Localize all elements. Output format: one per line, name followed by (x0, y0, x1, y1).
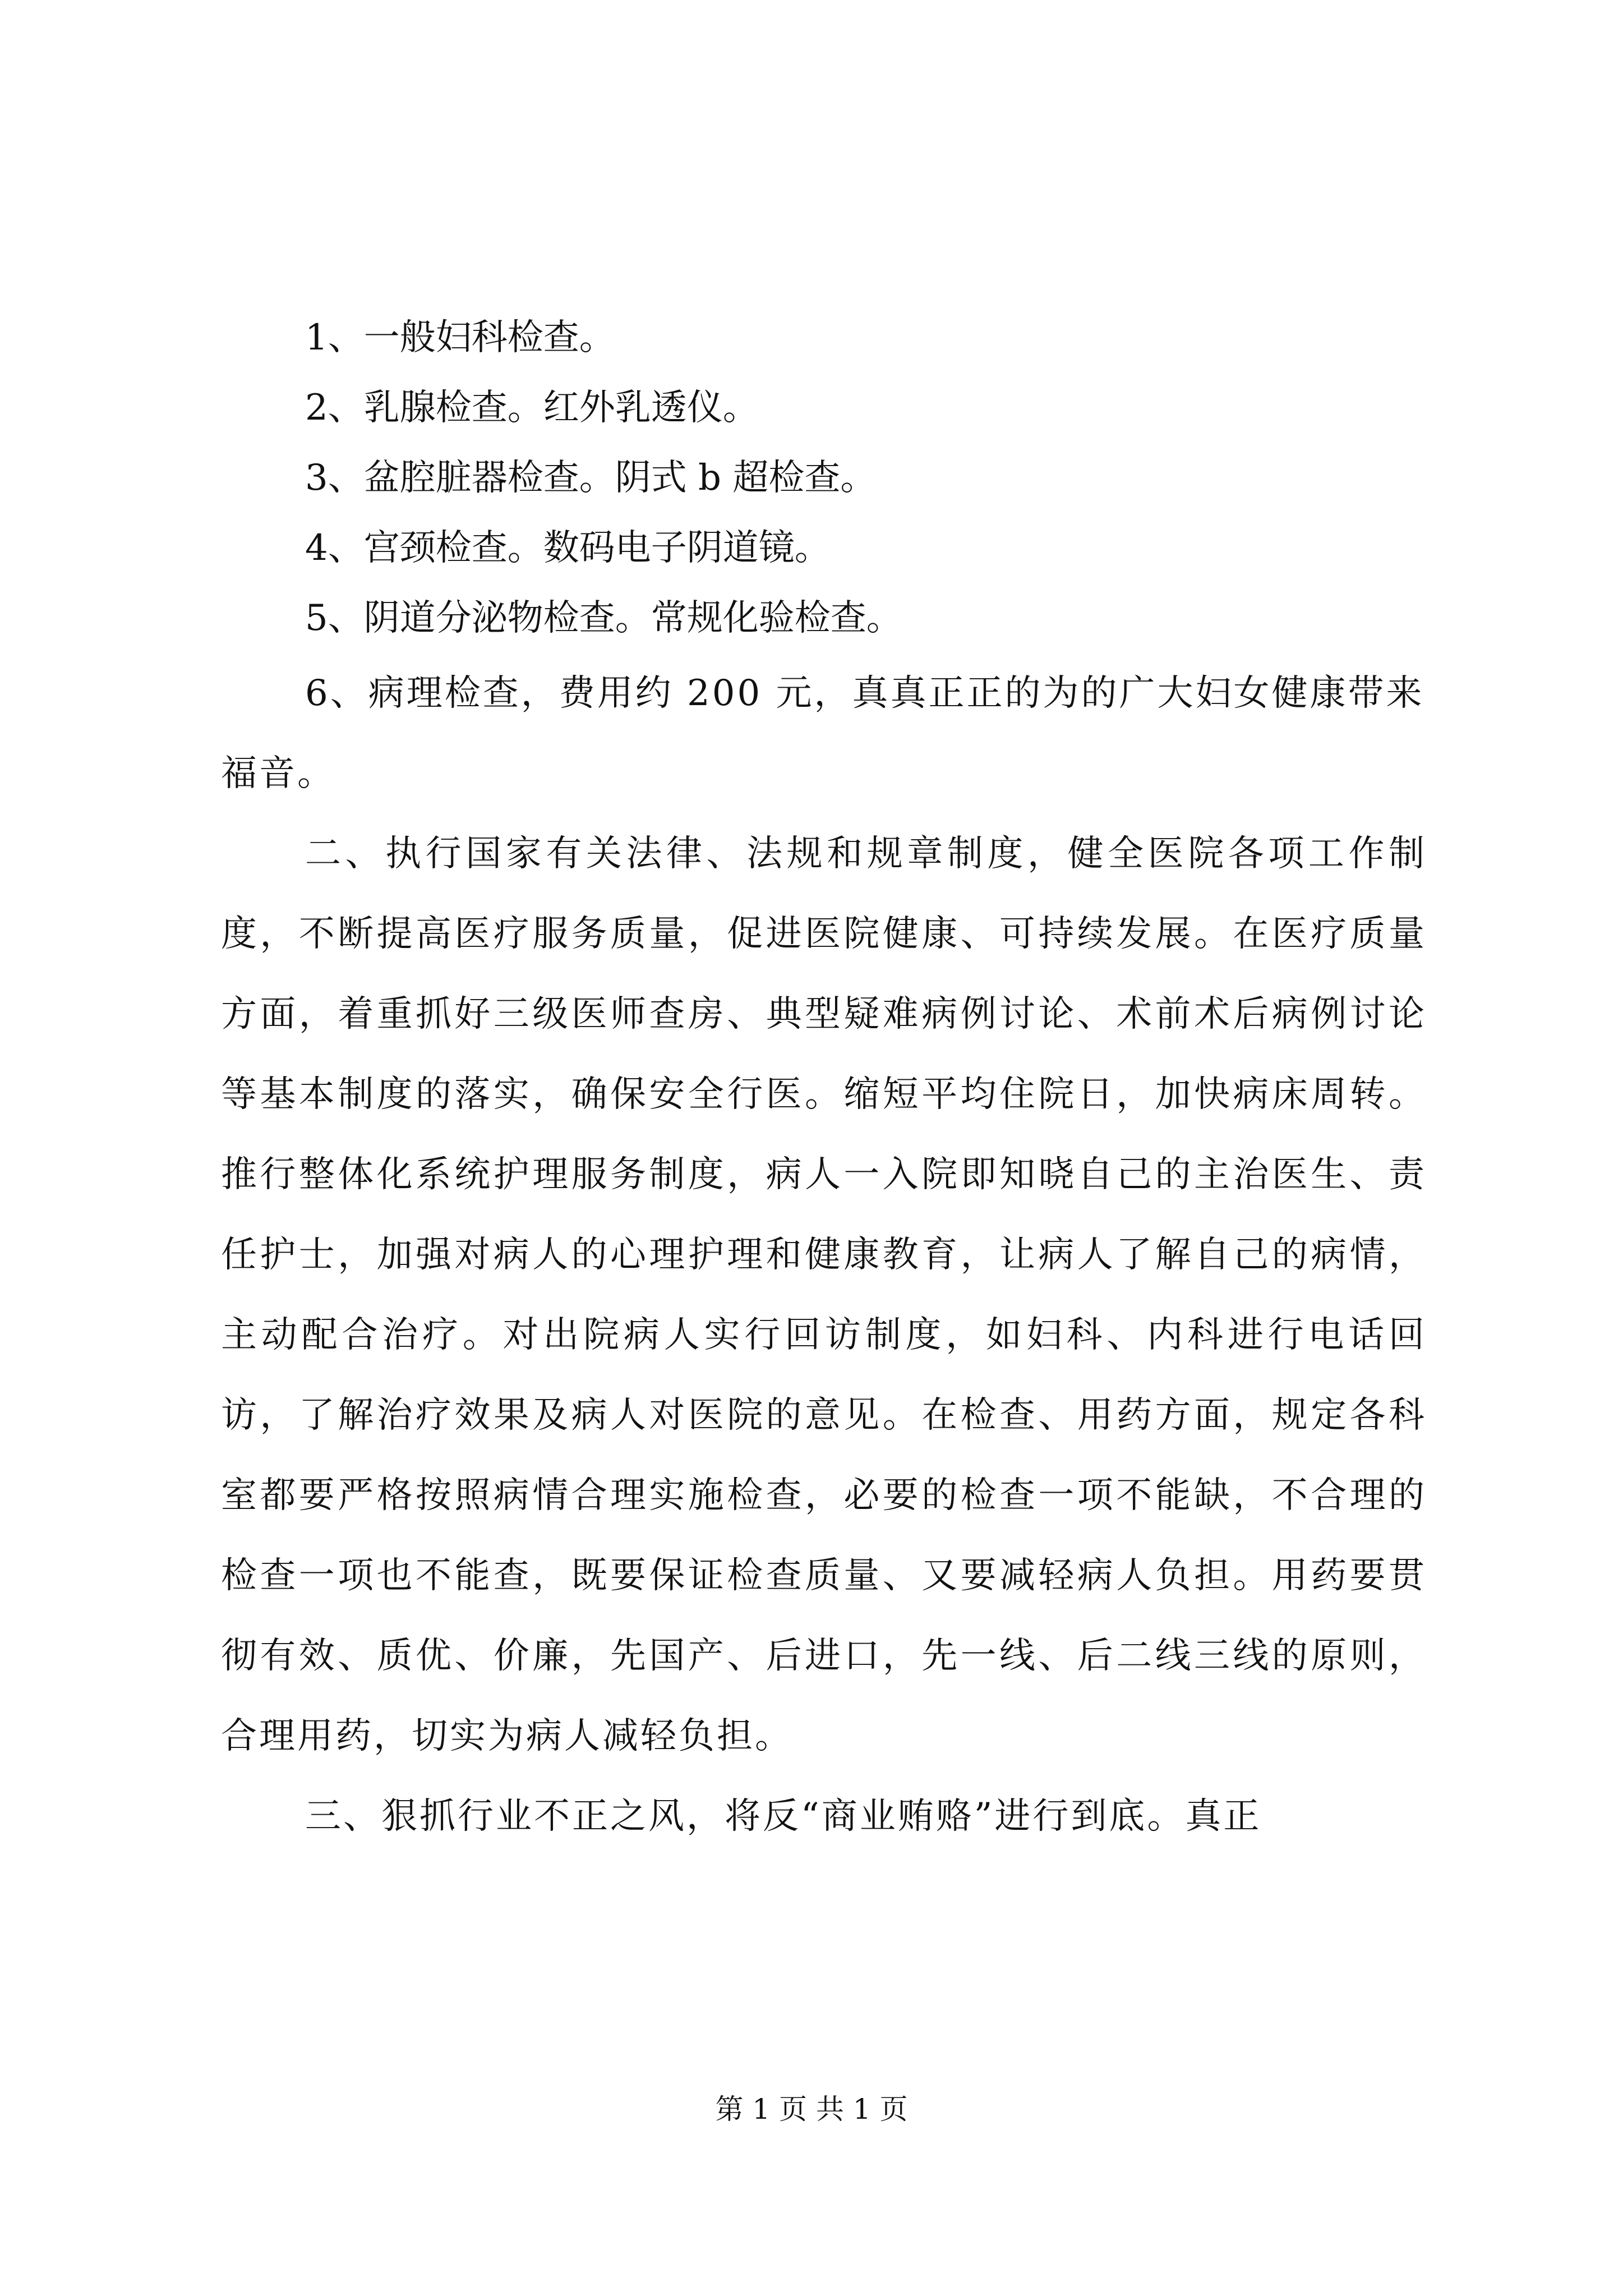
paragraph-section-3: 三、狠抓行业不正之风，将反“商业贿赂”进行到底。真正 (305, 1796, 1262, 1837)
paragraph-section-2: 二、执行国家有关法律、法规和规章制度，健全医院各项工作制度，不断提高医疗服务质量，促进医院健康、可持续发展。在医疗质量方面，着重抓好三级医师查房、典型疑难病例讨论、术前术后病例讨论等基本制度的落实，确保安全行医。缩短平均住院日，加快病床周转。推行整体化系统护理服务制度，病人一入院即知晓自己的主治医生、责任护士，加强对病人的心理护理和健康教育，让病人了解自己的病情，主动配合治疗。对出院病人实行回访制度，如妇科、内科进行电话回访，了解治疗效果及病人对医院的意见。在检查、用药方面，规定各科室都要严格按照病情合理实施检查，必要的检查一项不能缺，不合理的检查一项也不能查，既要保证检查质量、又要减轻病人负担。用药要贯彻有效、质优、价廉，先国产、后进口，先一线、后二线三线的原则，合理用药，切实为病人减轻负担。 (221, 833, 1427, 1757)
list-item-4: 4、宫颈检查。数码电子阴道镜。 (305, 527, 831, 569)
document-body (221, 303, 1427, 1857)
list-item-6: 6、病理检查，费用约 200 元，真真正正的为的广大妇女健康带来福音。 (221, 673, 1424, 794)
page-footer: 第 1 页 共 1 页 (715, 2093, 908, 2125)
list-item-5: 5、阴道分泌物检查。常规化验检查。 (305, 597, 902, 639)
list-item-1: 1、一般妇科检查。 (305, 317, 615, 358)
list-item-2: 2、乳腺检查。红外乳透仪。 (305, 387, 759, 429)
list-item-3: 3、盆腔脏器检查。阴式 b 超检查。 (305, 457, 877, 499)
